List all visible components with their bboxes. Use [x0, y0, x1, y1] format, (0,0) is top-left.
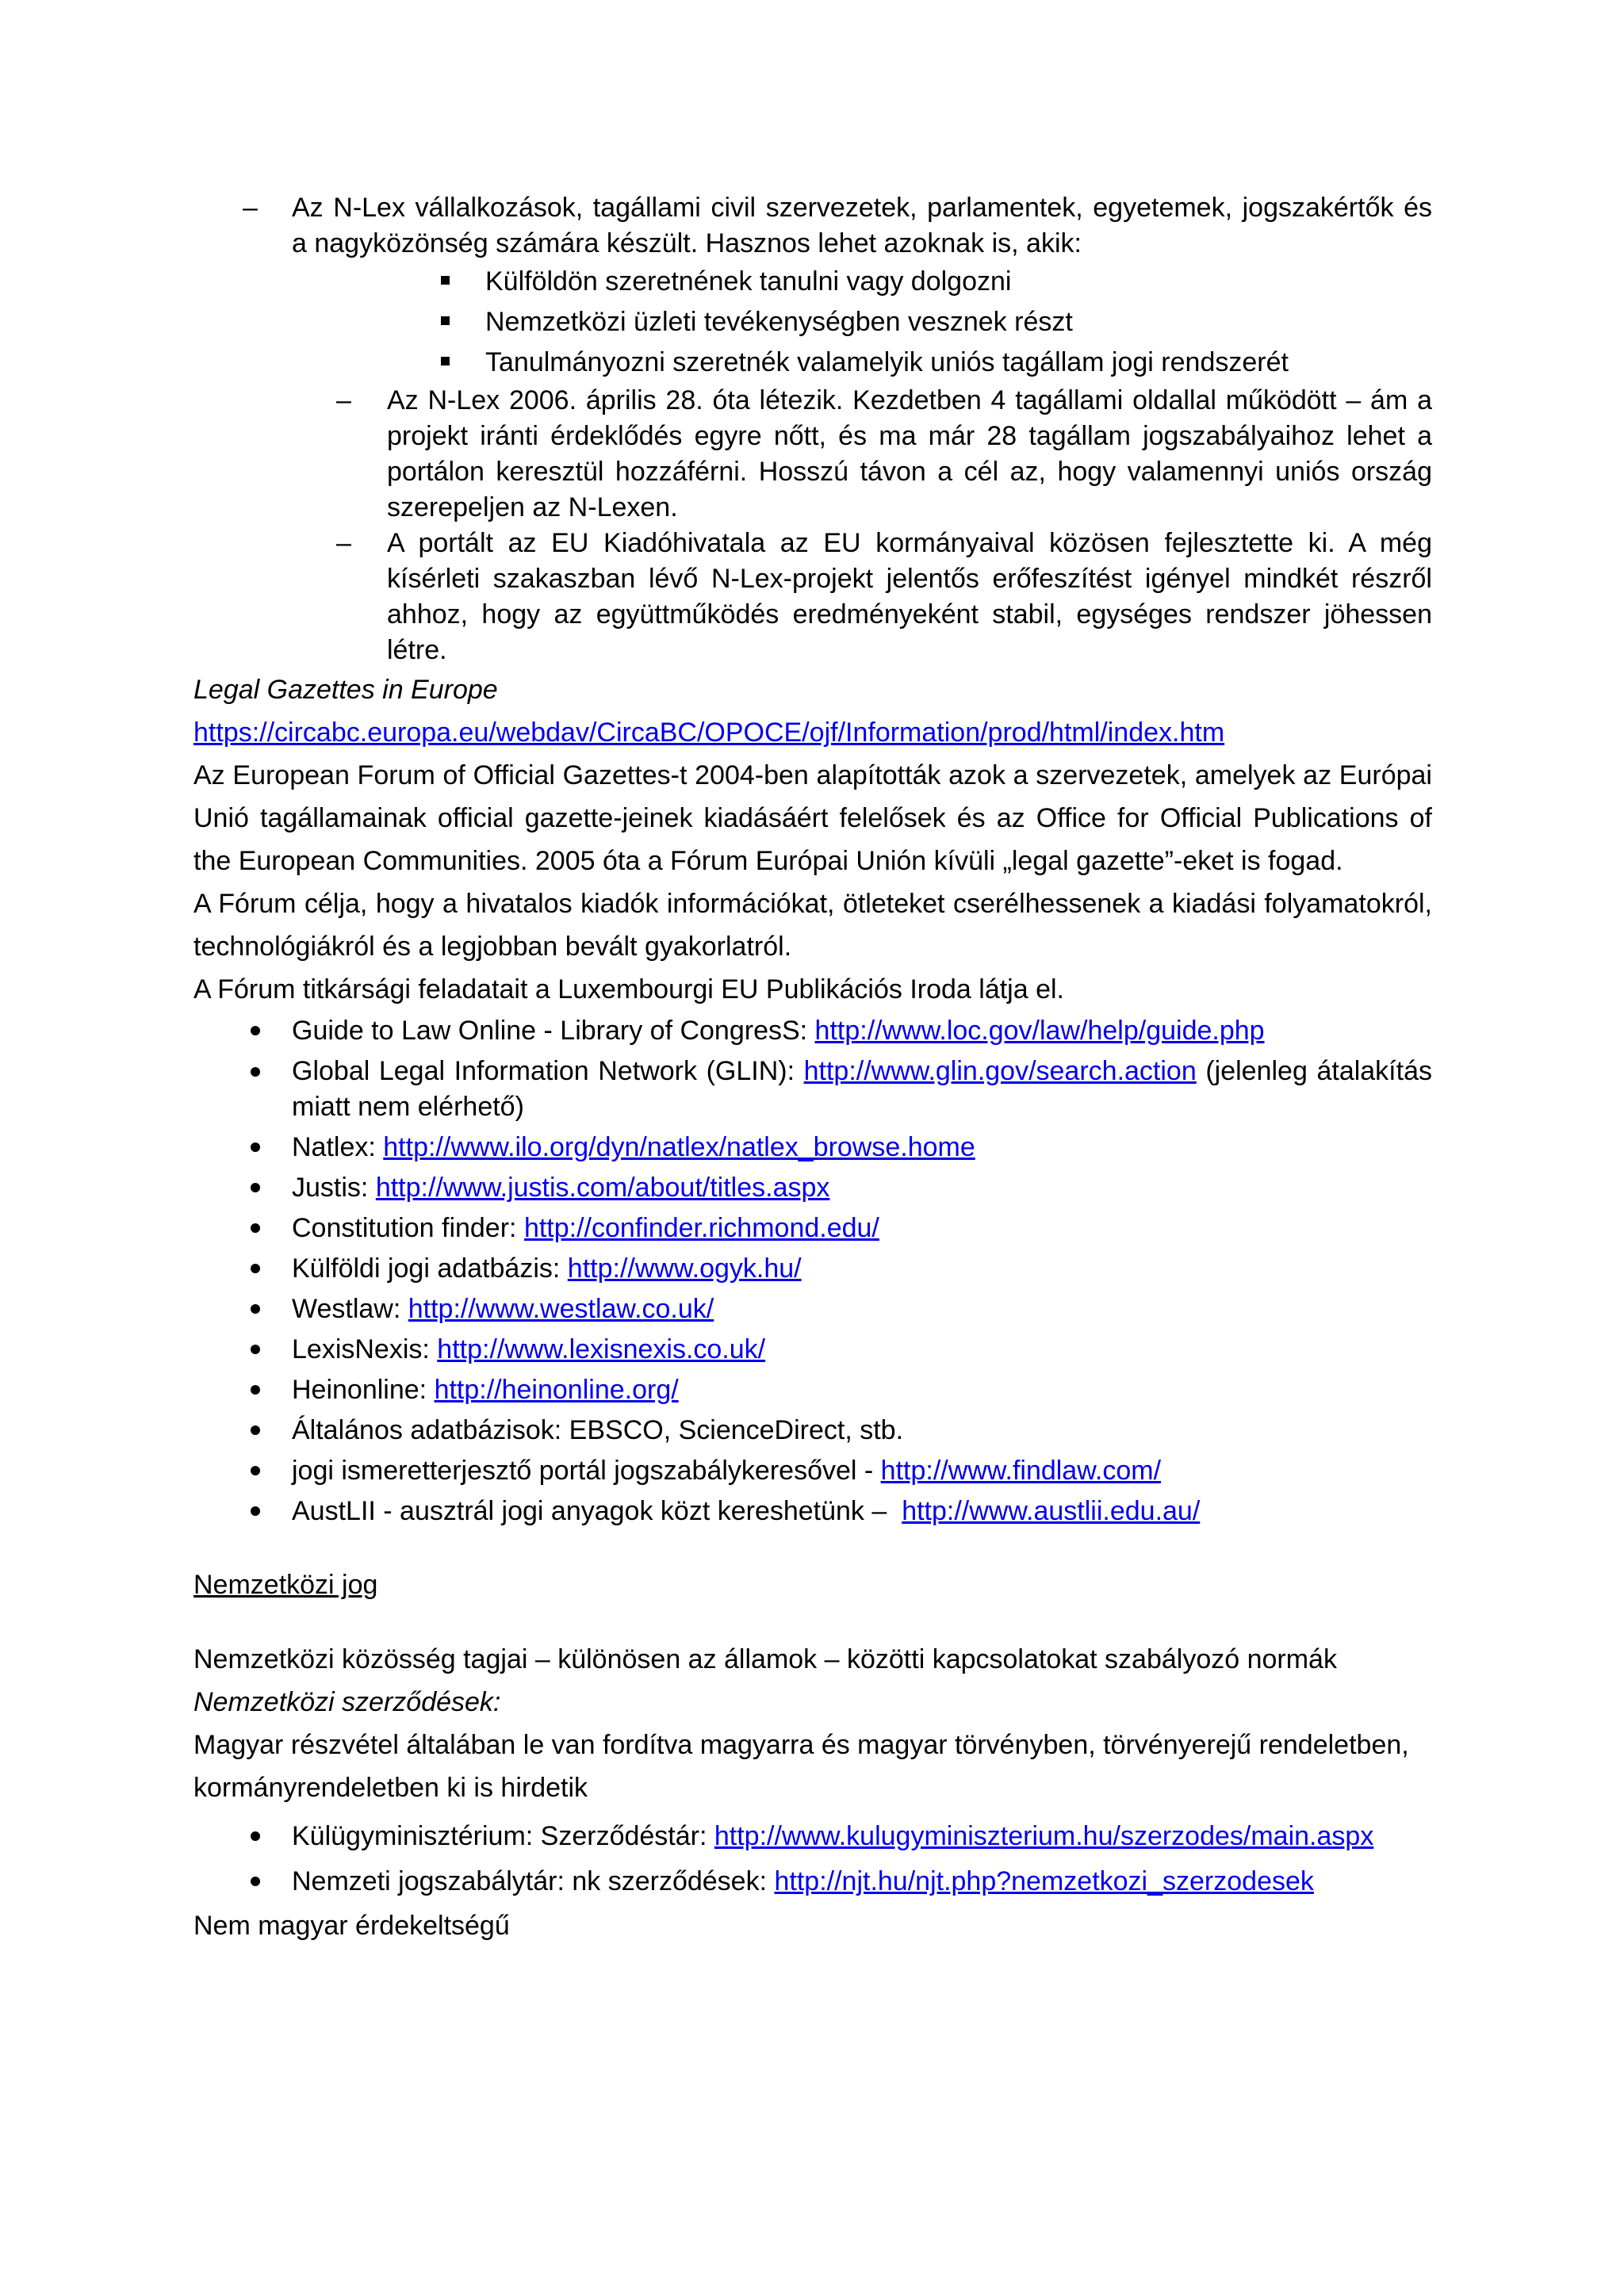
list-item — [193, 1370, 1432, 1410]
dot-bullet — [251, 1506, 260, 1516]
dot-bullet — [251, 1026, 260, 1035]
gazettes-link[interactable]: https://circabc.europa.eu/webdav/CircaBC/OPOCE/ojf/Information/prod/html/index.htm — [193, 718, 1225, 748]
resource-link[interactable]: http://www.lexisnexis.co.uk/ — [437, 1334, 766, 1364]
resource-link[interactable]: http://www.westlaw.co.uk/ — [408, 1294, 714, 1324]
treaties-heading: Nemzetközi szerződések: — [193, 1687, 501, 1717]
dot-bullet — [251, 1264, 260, 1273]
nlex-development: A portált az EU Kiadóhivatala az EU kormányaival közösen fejlesztette ki. A még kísérleti szakaszban lévő N-Lex-projekt jelentős erőfeszítést igényel mindkét részről ahhoz, hogy az együttműködés eredményeként stabil, egységes rendszer jöhessen létre. — [387, 528, 1432, 665]
audience-item: Nemzetközi üzleti tevékenységben vesznek részt — [485, 307, 1073, 337]
resource-label: AustLII - ausztrál jogi anyagok közt kereshetünk – — [292, 1496, 902, 1526]
resource-label: LexisNexis: — [292, 1334, 438, 1364]
intl-definition: Nemzetközi közösség tagjai – különösen az államok – közötti kapcsolatokat szabályozó normák — [193, 1644, 1337, 1674]
resource-label: Külföldi jogi adatbázis: — [292, 1253, 568, 1284]
resource-link[interactable]: http://www.ilo.org/dyn/natlex/natlex_browse.home — [383, 1132, 975, 1162]
list-item — [193, 1330, 1432, 1370]
resource-label: jogi ismeretterjesztő portál jogszabálykeresővel - — [292, 1456, 881, 1486]
gazettes-paragraph: A Fórum titkársági feladatait a Luxembourgi EU Publikációs Iroda látja el. — [193, 974, 1064, 1004]
list-item — [193, 262, 1432, 302]
treaty-link[interactable]: http://www.kulugyminiszterium.hu/szerzodes/main.aspx — [714, 1821, 1374, 1851]
square-bullet — [441, 357, 450, 365]
list-item — [193, 1168, 1432, 1208]
dash-bullet: – — [336, 528, 351, 558]
resource-label: Általános adatbázisok: EBSCO, ScienceDirect, stb. — [292, 1415, 904, 1445]
treaty-link[interactable]: http://njt.hu/njt.php?nemzetkozi_szerzodesek — [774, 1866, 1314, 1896]
list-item — [193, 1289, 1432, 1330]
list-item — [193, 342, 1432, 383]
dot-bullet — [251, 1067, 260, 1077]
resource-note: (jelenleg átalakítás miatt nem elérhető) — [292, 1056, 1432, 1122]
dot-bullet — [251, 1425, 260, 1435]
list-item — [193, 1451, 1432, 1491]
dot-bullet — [251, 1183, 260, 1192]
resource-label: Justis: — [292, 1173, 376, 1203]
dot-bullet — [251, 1466, 260, 1475]
resource-link[interactable]: http://www.findlaw.com/ — [880, 1456, 1162, 1486]
audience-item: Tanulmányozni szeretnék valamelyik uniós tagállam jogi rendszerét — [485, 347, 1289, 377]
resource-label: Constitution finder: — [292, 1213, 524, 1243]
gazettes-paragraph: A Fórum célja, hogy a hivatalos kiadók információkat, ötleteket cserélhessenek a kiadási folyamatokról, technológiákról és a legjobban bevált gyakorlatról. — [193, 889, 1432, 962]
list-item — [193, 1127, 1432, 1168]
dot-bullet — [251, 1385, 260, 1395]
resource-link[interactable]: http://www.ogyk.hu/ — [567, 1253, 802, 1284]
gazettes-link-line — [193, 711, 1432, 754]
dot-bullet — [251, 1304, 260, 1314]
resource-link[interactable]: http://www.glin.gov/search.action — [803, 1056, 1197, 1086]
dot-bullet — [251, 1345, 260, 1354]
dot-bullet — [251, 1223, 260, 1233]
gazettes-paragraph: Az European Forum of Official Gazettes-t 2004-ben alapították azok a szervezetek, amelyek az Európai Unió tagállamainak official gazette-jeinek kiadásáért felelősek és az Office for Official Publications of the European Communities. 2005 óta a Fórum Európai Unión kívüli „legal gazette”-eket is fogad. — [193, 760, 1432, 876]
treaties-text: Magyar részvétel általában le van fordítva magyarra és magyar törvényben, törvényerejű rendeletben, kormányrendeletben ki is hirdetik — [193, 1730, 1409, 1803]
resource-link[interactable]: http://www.justis.com/about/titles.aspx — [375, 1173, 830, 1203]
list-item — [193, 1410, 1432, 1451]
resource-link[interactable]: http://confinder.richmond.edu/ — [523, 1213, 879, 1243]
list-item — [193, 1859, 1432, 1904]
list-item — [193, 302, 1432, 342]
list-item — [193, 1011, 1432, 1051]
list-item — [193, 1208, 1432, 1249]
resource-link[interactable]: http://www.austlii.edu.au/ — [902, 1496, 1201, 1526]
dot-bullet — [251, 1142, 260, 1152]
list-item — [193, 1814, 1432, 1859]
nlex-intro: Az N-Lex vállalkozások, tagállami civil szervezetek, parlamentek, egyetemek, jogszakértők és a nagyközönség számára készült. Hasznos lehet azoknak is, akik: — [292, 193, 1432, 258]
dot-bullet — [251, 1877, 260, 1886]
list-item — [193, 1249, 1432, 1289]
resource-link[interactable]: http://heinonline.org/ — [434, 1375, 679, 1405]
list-item — [193, 526, 1432, 668]
list-item — [193, 383, 1432, 526]
treaty-label: Külügyminisztérium: Szerződéstár: — [292, 1821, 714, 1851]
gazettes-title: Legal Gazettes in Europe — [193, 675, 498, 705]
list-item — [193, 1491, 1432, 1532]
resource-link[interactable]: http://www.loc.gov/law/help/guide.php — [814, 1016, 1265, 1046]
treaty-label: Nemzeti jogszabálytár: nk szerződések: — [292, 1866, 775, 1896]
resource-label: Guide to Law Online - Library of CongresS: — [292, 1016, 815, 1046]
list-item — [193, 190, 1432, 262]
resource-label: Global Legal Information Network (GLIN): — [292, 1056, 804, 1086]
non-hungarian-heading: Nem magyar érdekeltségű — [193, 1911, 510, 1941]
dash-bullet: – — [336, 385, 351, 415]
square-bullet — [441, 276, 450, 285]
document-body — [193, 190, 1432, 1947]
dot-bullet — [251, 1831, 260, 1841]
dash-bullet: – — [243, 193, 258, 223]
resource-label: Westlaw: — [292, 1294, 408, 1324]
audience-item: Külföldön szeretnének tanulni vagy dolgozni — [485, 266, 1012, 297]
square-bullet — [441, 316, 450, 325]
resource-label: Natlex: — [292, 1132, 384, 1162]
nlex-history: Az N-Lex 2006. április 28. óta létezik. Kezdetben 4 tagállami oldallal működött – ám a projekt iránti érdeklődés egyre nőtt, és ma már 28 tagállam jogszabályaihoz lehet a portálon keresztül hozzáférni. Hosszú távon a cél az, hogy valamennyi uniós ország szerepeljen az N-Lexen. — [387, 385, 1432, 522]
list-item — [193, 1051, 1432, 1127]
section-heading: Nemzetközi jog — [193, 1570, 378, 1600]
resource-label: Heinonline: — [292, 1375, 435, 1405]
